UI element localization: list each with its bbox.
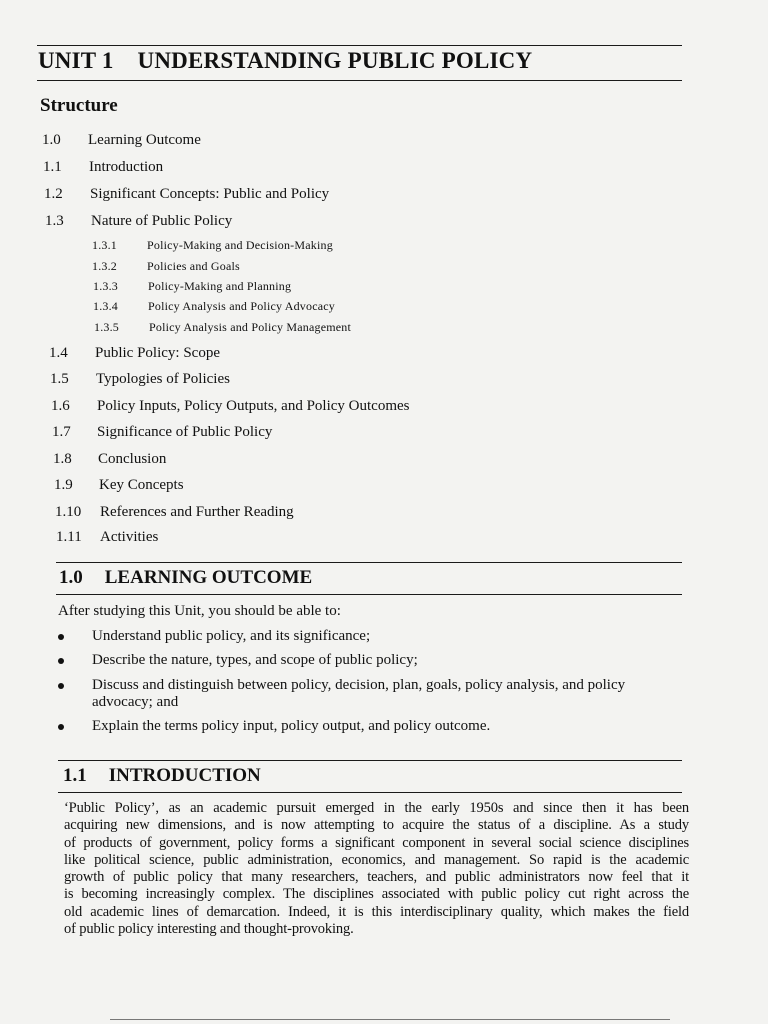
toc-subitem-title: Policies and Goals	[147, 259, 240, 273]
toc-item-title: Introduction	[89, 159, 164, 175]
introduction-paragraph	[64, 800, 689, 938]
toc-item-title: Key Concepts	[99, 477, 184, 493]
toc-item-number: 1.0	[42, 132, 61, 148]
bullet-dot	[58, 724, 64, 730]
unit-title	[38, 48, 532, 74]
toc-item-title: References and Further Reading	[100, 504, 294, 520]
toc-item-title: Typologies of Policies	[96, 371, 230, 387]
toc-item-title: Policy Inputs, Policy Outputs, and Policy Outcomes	[97, 398, 410, 414]
paragraph-line: like political science, public administration, economics, and management. So rapid is the academic	[64, 851, 689, 868]
introduction-top-rule	[58, 760, 682, 761]
paragraph-line: growth of public policy that many researchers, teachers, and public administrators now feel that it	[64, 869, 689, 886]
toc-item-title: Significant Concepts: Public and Policy	[90, 186, 330, 202]
paragraph-line: of products of government, policy forms a significant component in several social science disciplines	[64, 834, 689, 851]
paragraph-line: old academic lines of demarcation. Indeed, it is this interdisciplinary quality, which makes the field	[64, 903, 689, 920]
structure-heading: Structure	[40, 95, 118, 116]
learning-outcome-number: 1.0	[59, 567, 83, 588]
toc-item-title: Conclusion	[98, 451, 167, 467]
list-item-text-line: Discuss and distinguish between policy, decision, plan, goals, policy analysis, and policy	[92, 677, 626, 693]
unit-title-underline	[37, 80, 682, 81]
list-item	[58, 652, 698, 670]
paragraph-line: acquiring new dimensions, and is now attempting to acquire the status of a discipline. As a study	[64, 817, 689, 834]
paragraph-line: ‘Public Policy’, as an academic pursuit emerged in the early 1950s and since then it has been	[64, 800, 689, 816]
toc-item-number: 1.8	[53, 451, 72, 467]
unit-title-text: UNDERSTANDING PUBLIC POLICY	[137, 48, 533, 73]
toc-item-title: Public Policy: Scope	[95, 345, 220, 361]
list-item-text-block	[92, 677, 692, 711]
toc-item-number: 1.11	[56, 529, 82, 545]
toc-item-number: 1.4	[49, 345, 68, 361]
toc-subitem-title: Policy-Making and Planning	[148, 279, 292, 293]
toc-subitem-title: Policy-Making and Decision-Making	[147, 238, 333, 252]
toc-subitem-title: Policy Analysis and Policy Advocacy	[148, 299, 335, 313]
learning-outcome-top-rule	[56, 562, 682, 563]
toc-subitem-number: 1.3.1	[92, 238, 117, 252]
toc-item-title: Significance of Public Policy	[97, 424, 273, 440]
unit-number: UNIT 1	[38, 48, 114, 73]
list-item-text: Explain the terms policy input, policy output, and policy outcome.	[92, 718, 491, 734]
list-item	[58, 718, 698, 736]
list-item	[58, 628, 698, 646]
toc-item-title: Activities	[100, 529, 159, 545]
introduction-title: INTRODUCTION	[108, 765, 261, 786]
toc-item-number: 1.9	[54, 477, 73, 493]
toc-item-title: Nature of Public Policy	[91, 213, 233, 229]
introduction-bottom-rule	[58, 792, 682, 793]
toc-subitem-number: 1.3.3	[93, 279, 118, 293]
top-rule	[37, 45, 682, 46]
toc-subitem-number: 1.3.2	[92, 259, 117, 273]
toc-item-number: 1.3	[45, 213, 64, 229]
paragraph-line: of public policy interesting and thought-provoking.	[64, 921, 354, 938]
learning-outcome-title: LEARNING OUTCOME	[104, 567, 313, 588]
learning-outcome-intro: After studying this Unit, you should be able to:	[58, 603, 341, 619]
paragraph-line: is becoming increasingly complex. The disciplines associated with public policy cut right across the	[64, 886, 689, 903]
toc-item-title: Learning Outcome	[88, 132, 201, 148]
introduction-number: 1.1	[63, 765, 87, 786]
bullet-dot	[58, 683, 64, 689]
toc-item-number: 1.10	[55, 504, 82, 520]
toc-item-number: 1.5	[50, 371, 69, 387]
list-item-text: Describe the nature, types, and scope of public policy;	[92, 652, 418, 668]
learning-outcome-bottom-rule	[56, 594, 682, 595]
toc-subitem-title: Policy Analysis and Policy Management	[149, 320, 352, 334]
toc-item-number: 1.6	[51, 398, 70, 414]
bullet-dot	[58, 658, 64, 664]
toc-subitem-number: 1.3.4	[93, 299, 118, 313]
toc-item-number: 1.7	[52, 424, 71, 440]
toc-item-number: 1.1	[43, 159, 62, 175]
toc-subitem-number: 1.3.5	[94, 320, 119, 334]
learning-outcome-heading	[59, 567, 312, 589]
bullet-dot	[58, 634, 64, 640]
list-item-text: Understand public policy, and its significance;	[92, 628, 371, 644]
introduction-heading	[63, 765, 261, 787]
page-bottom-edge	[110, 1019, 670, 1020]
list-item	[58, 677, 698, 713]
toc-item-number: 1.2	[44, 186, 63, 202]
list-item-text-line: advocacy; and	[92, 694, 179, 710]
